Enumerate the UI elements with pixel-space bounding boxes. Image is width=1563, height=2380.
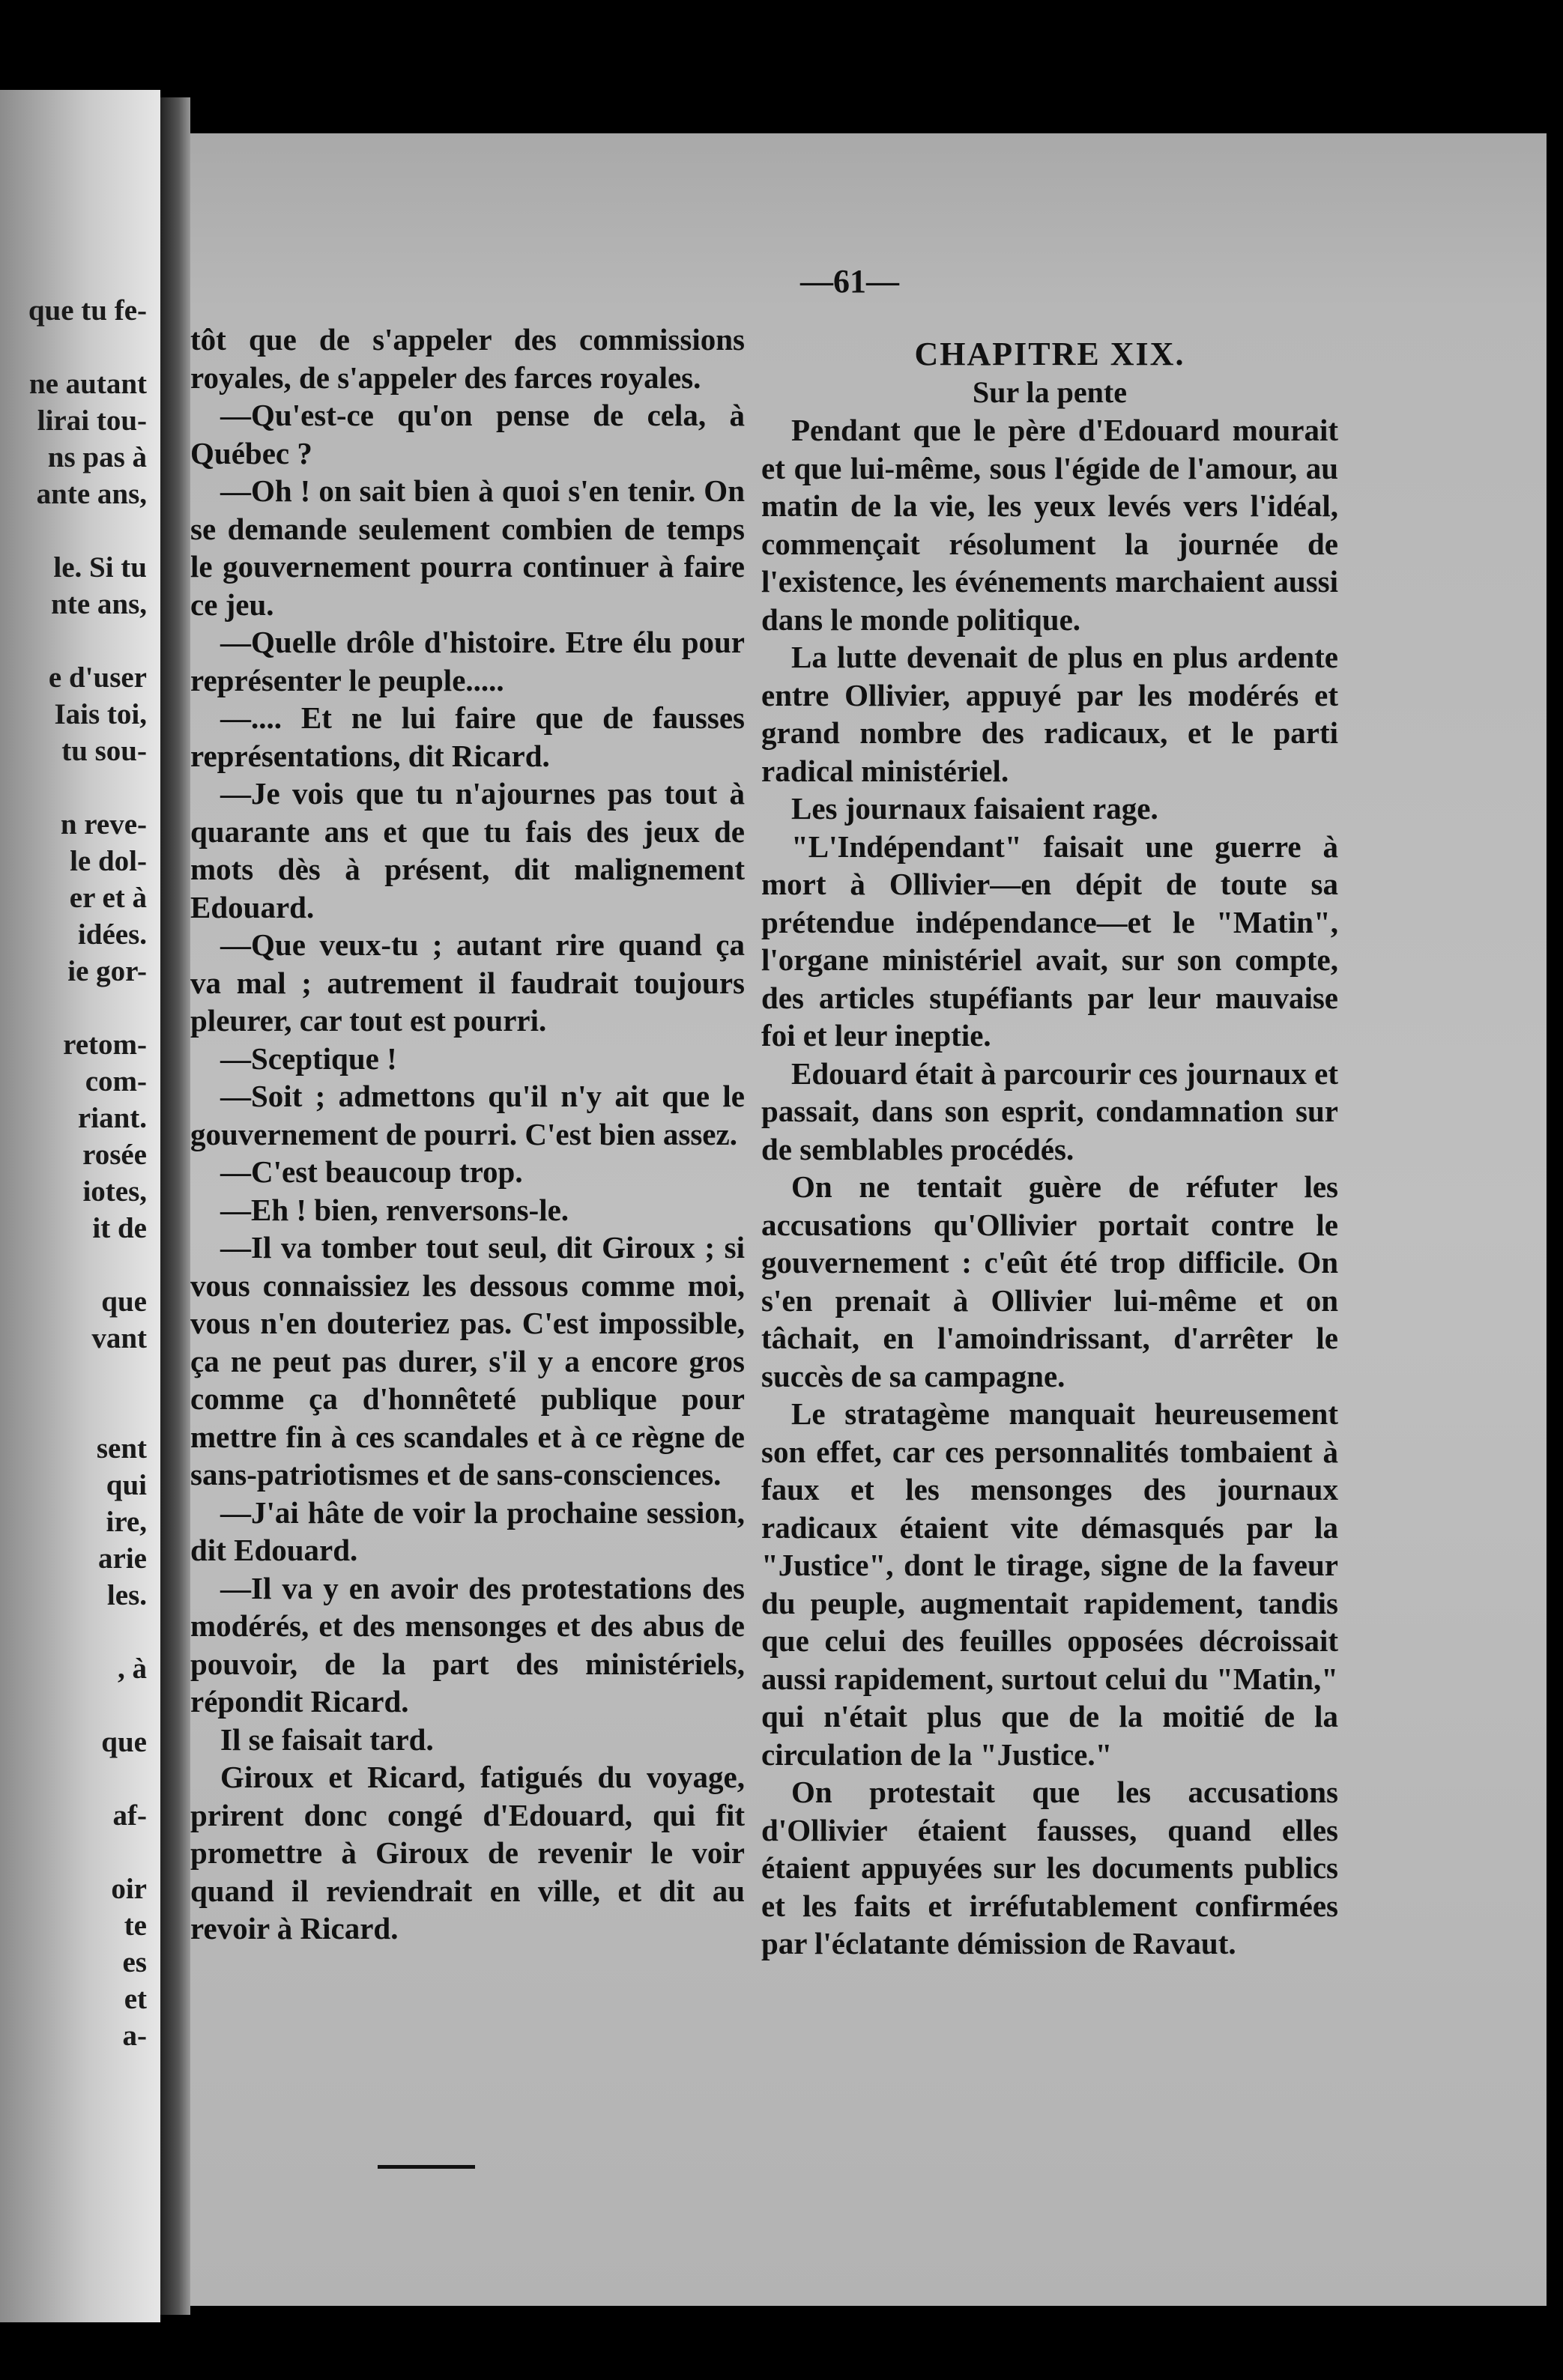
facing-page-line: com- — [85, 1065, 147, 1097]
facing-page-line — [0, 1834, 147, 1871]
facing-page-line: lirai tou- — [37, 405, 147, 437]
chapter-subtitle: Sur la pente — [973, 375, 1127, 409]
paragraph: tôt que de s'appeler des commissions royales, de s'appeler des farces royales. — [190, 322, 745, 395]
facing-page-line: tu sou- — [61, 735, 147, 767]
facing-page-line: ire, — [106, 1506, 147, 1538]
facing-page-line — [0, 1357, 147, 1393]
facing-page-line: arie — [98, 1542, 147, 1575]
facing-page-line: it de — [92, 1212, 147, 1244]
paragraph: Le stratagème manquait heureusement son effet, car ces personnalités tombaient à faux et les mensonges des journaux radicaux étaient vite démasqués par la "Justice", dont le tirage, signe de la faveur du peuple, augmentait rapidement, tandis que celui des feuilles opposées décroissait aussi rapidement, surtout celui du "Matin," qui n'était plus que de la moitié de la circulation de la "Justice." — [761, 1396, 1338, 1772]
facing-page-line — [0, 990, 147, 1026]
paragraph: —Eh ! bien, renversons-le. — [220, 1192, 569, 1227]
facing-page-line: sent — [96, 1432, 147, 1465]
facing-page-line: ie gor- — [67, 955, 147, 987]
paragraph: —J'ai hâte de voir la prochaine session, dit Edouard. — [190, 1495, 745, 1567]
facing-page-line: es — [122, 1946, 147, 1978]
left-text-column — [190, 321, 745, 1948]
paragraph: —.... Et ne lui faire que de fausses représentations, dit Ricard. — [190, 700, 745, 773]
paragraph: —Soit ; admettons qu'il n'y ait que le gouvernement de pourri. C'est bien assez. — [190, 1079, 745, 1151]
facing-page-line — [0, 1687, 147, 1724]
paragraph: —Oh ! on sait bien à quoi s'en tenir. On se demande seulement combien de temps le gouvernement pourra continuer à faire ce jeu. — [190, 473, 745, 622]
facing-page-line: Iais toi, — [54, 698, 147, 730]
facing-page-line: oir — [111, 1873, 147, 1905]
facing-page-edge — [0, 90, 160, 2322]
book-gutter — [160, 97, 190, 2315]
facing-page-fragments — [0, 292, 147, 2054]
facing-page-line: que — [101, 1286, 147, 1318]
facing-page-line — [0, 1614, 147, 1650]
facing-page-line: te — [124, 1910, 147, 1942]
facing-page-line — [0, 769, 147, 806]
facing-page-line: af- — [112, 1799, 147, 1832]
facing-page-line: er et à — [69, 882, 147, 914]
paragraph: —Que veux-tu ; autant rire quand ça va mal ; autrement il faudrait toujours pleurer, car tout est pourri. — [190, 927, 745, 1038]
facing-page-line: ne autant — [28, 368, 147, 400]
facing-page-line: ante ans, — [36, 478, 147, 510]
facing-page-line: les. — [106, 1579, 147, 1611]
paragraph: On protestait que les accusations d'Ollivier étaient fausses, quand elles étaient appuyées sur les documents publics et les faits et irréfutablement confirmées par l'éclatante démission de Ravaut. — [761, 1775, 1338, 1960]
paragraph: Il se faisait tard. — [220, 1722, 434, 1757]
paragraph: Les journaux faisaient rage. — [791, 791, 1158, 826]
facing-page-line: , à — [118, 1653, 147, 1685]
facing-page-line: nte ans, — [51, 588, 147, 620]
facing-page-line: e d'user — [48, 661, 147, 694]
facing-page-line: qui — [106, 1469, 147, 1501]
facing-page-line: que — [101, 1726, 147, 1758]
facing-page-line: rosée — [82, 1139, 147, 1171]
section-end-rule — [378, 2165, 475, 2169]
chapter-title: CHAPITRE XIX. — [914, 336, 1185, 372]
facing-page-line — [0, 1760, 147, 1797]
facing-page-line: iotes, — [82, 1175, 147, 1208]
page-number: —61— — [800, 263, 899, 300]
paragraph: —C'est beaucoup trop. — [220, 1154, 523, 1189]
facing-page-line: n reve- — [60, 808, 147, 841]
facing-page-line: idées. — [77, 918, 147, 951]
paragraph: On ne tentait guère de réfuter les accusations qu'Ollivier portait contre le gouvernement : c'eût été trop difficile. On s'en prenait à Ollivier lui-même et on tâchait, en l'amoindrissant, d'arrêter le succès de sa campagne. — [761, 1169, 1338, 1393]
paragraph: —Je vois que tu n'ajournes pas tout à quarante ans et que tu fais des jeux de mots dès à présent, dit malignement Edouard. — [190, 776, 745, 924]
facing-page-line — [0, 329, 147, 366]
paragraph: La lutte devenait de plus en plus ardente entre Ollivier, appuyé par les modérés et grand nombre des radicaux, et le parti radical ministériel. — [761, 640, 1338, 788]
right-text-column — [761, 336, 1338, 1963]
paragraph: —Sceptique ! — [220, 1041, 397, 1076]
facing-page-line: que tu fe- — [28, 294, 147, 327]
book-page — [190, 133, 1547, 2306]
facing-page-line: vant — [91, 1322, 147, 1354]
paragraph: —Qu'est-ce qu'on pense de cela, à Québec ? — [190, 398, 745, 470]
paragraph: Edouard était à parcourir ces journaux et passait, dans son esprit, condamnation sur de semblables procédés. — [761, 1056, 1338, 1166]
facing-page-line: ns pas à — [47, 441, 147, 473]
facing-page-line: retom- — [63, 1029, 147, 1061]
facing-page-line — [0, 1247, 147, 1283]
paragraph: —Quelle drôle d'histoire. Etre élu pour représenter le peuple..... — [190, 625, 745, 697]
facing-page-line: le. Si tu — [53, 551, 147, 584]
paragraph: —Il va y en avoir des protestations des modérés, et des mensonges et des abus de pouvoir, de la part des ministériels, répondit Ricard. — [190, 1570, 745, 1719]
facing-page-line: a- — [122, 2020, 147, 2052]
facing-page-line: et — [124, 1983, 147, 2015]
facing-page-line: riant. — [77, 1102, 147, 1134]
facing-page-line — [0, 1393, 147, 1430]
paragraph: "L'Indépendant" faisait une guerre à mort à Ollivier—en dépit de toute sa prétendue indépendance—et le "Matin", l'organe ministériel avait, sur son compte, des articles stupéfiants par leur mauvaise foi et leur ineptie. — [761, 829, 1338, 1053]
facing-page-line — [0, 623, 147, 659]
paragraph: Pendant que le père d'Edouard mourait et que lui-même, sous l'égide de l'amour, au matin de la vie, les yeux levés vers l'idéal, commençait résolument la journée de l'existence, les événements marchaient aussi dans le monde politique. — [761, 413, 1338, 637]
paragraph: Giroux et Ricard, fatigués du voyage, prirent donc congé d'Edouard, qui fit promettre à Giroux de revenir le voir quand il reviendrait en ville, et dit au revoir à Ricard. — [190, 1760, 745, 1946]
facing-page-line — [0, 512, 147, 549]
facing-page-line: le dol- — [70, 845, 147, 877]
paragraph: —Il va tomber tout seul, dit Giroux ; si vous connaissiez les dessous comme moi, vous n'en douteriez pas. C'est impossible, ça ne peut pas durer, s'il y a encore gros comme ça d'honnêteté publique pour mettre fin à ces scandales et à ce règne de sans-patriotismes et de sans-consciences. — [190, 1230, 745, 1492]
